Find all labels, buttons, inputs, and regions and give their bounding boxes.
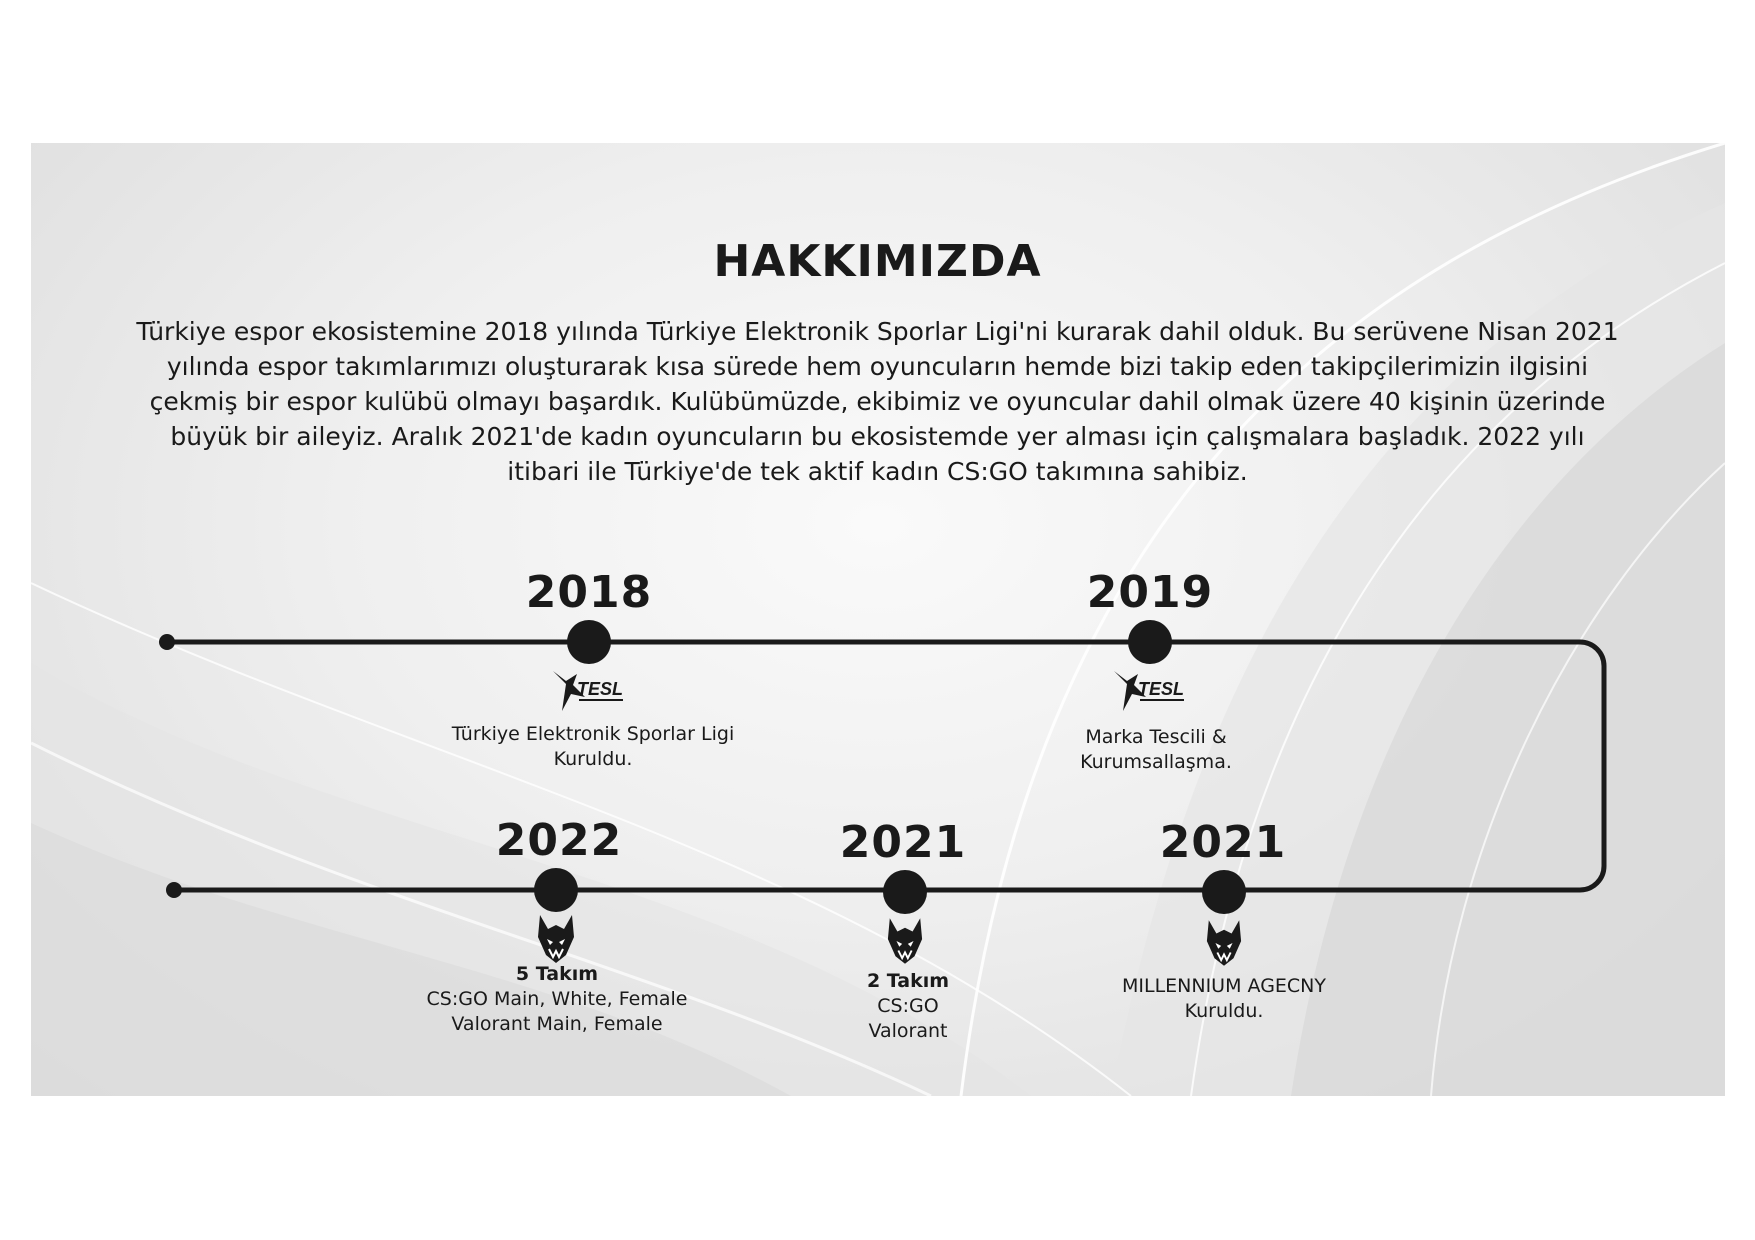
milestone-caption-2018 [452, 722, 734, 772]
caption-line: Kurumsallaşma. [1080, 751, 1232, 773]
milestone-dot-2018 [567, 620, 611, 664]
milestone-year-2022: 2022 [495, 815, 623, 866]
milestone-dot-2021-teams [883, 870, 927, 914]
tesl-logo-icon [1110, 671, 1190, 711]
caption-line: Valorant Main, Female [451, 1013, 663, 1035]
milestone-year-2021-agency: 2021 [1159, 817, 1287, 868]
caption-line: CS:GO Main, White, Female [426, 988, 688, 1010]
milestone-dot-2022 [534, 868, 578, 912]
caption-heading: 5 Takım [515, 963, 599, 985]
caption-line: Türkiye Elektronik Sporlar Ligi [451, 723, 735, 745]
caption-line: Marka Tescili & [1085, 726, 1227, 748]
timeline-end-dot [166, 882, 182, 898]
milestone-caption-2022 [427, 962, 688, 1037]
caption-heading: 2 Takım [866, 970, 950, 992]
milestone-caption-2019 [1080, 725, 1232, 775]
intro-paragraph: Türkiye espor ekosistemine 2018 yılında Türkiye Elektronik Sporlar Ligi'ni kurarak dahil olduk. Bu serüvene Nisan 2021 yılında espor takımlarımızı oluşturarak kısa sürede hem oyuncuların hemde bizi takip eden takipçilerimizin ilgisini çekmiş bir espor kulübü olmayı başardık. Kulübümüzde, ekibimiz ve oyuncular dahil olmak üzere 40 kişinin üzerinde büyük bir aileyiz. Aralık 2021'de kadın oyuncuların bu ekosistemde yer alması için çalışmalara başladık. 2022 yılı itibari ile Türkiye'de tek aktif kadın CS:GO takımına sahibiz. [136, 317, 1619, 486]
lynx-logo-icon [886, 918, 924, 964]
caption-line: MILLENNIUM AGECNY [1121, 975, 1327, 997]
page-title: HAKKIMIZDA [713, 236, 1042, 287]
lynx-logo-icon [1205, 920, 1243, 966]
caption-line: CS:GO [877, 995, 939, 1017]
milestone-dot-2019 [1128, 620, 1172, 664]
caption-line: Kuruldu. [1184, 1000, 1264, 1022]
caption-line: Valorant [868, 1020, 948, 1042]
svg-text:TESL: TESL [577, 679, 624, 699]
lynx-logo-icon [536, 915, 576, 963]
milestone-year-2019: 2019 [1086, 567, 1214, 618]
milestone-year-2018: 2018 [525, 567, 653, 618]
milestone-year-2021-teams: 2021 [839, 817, 967, 868]
svg-text:TESL: TESL [1138, 679, 1185, 699]
milestone-caption-2021-teams [867, 969, 949, 1044]
caption-line: Kuruldu. [553, 748, 633, 770]
milestone-dot-2021-agency [1202, 870, 1246, 914]
tesl-logo-icon [549, 671, 629, 711]
timeline-start-dot [159, 634, 175, 650]
milestone-caption-2021-agency [1122, 974, 1326, 1024]
